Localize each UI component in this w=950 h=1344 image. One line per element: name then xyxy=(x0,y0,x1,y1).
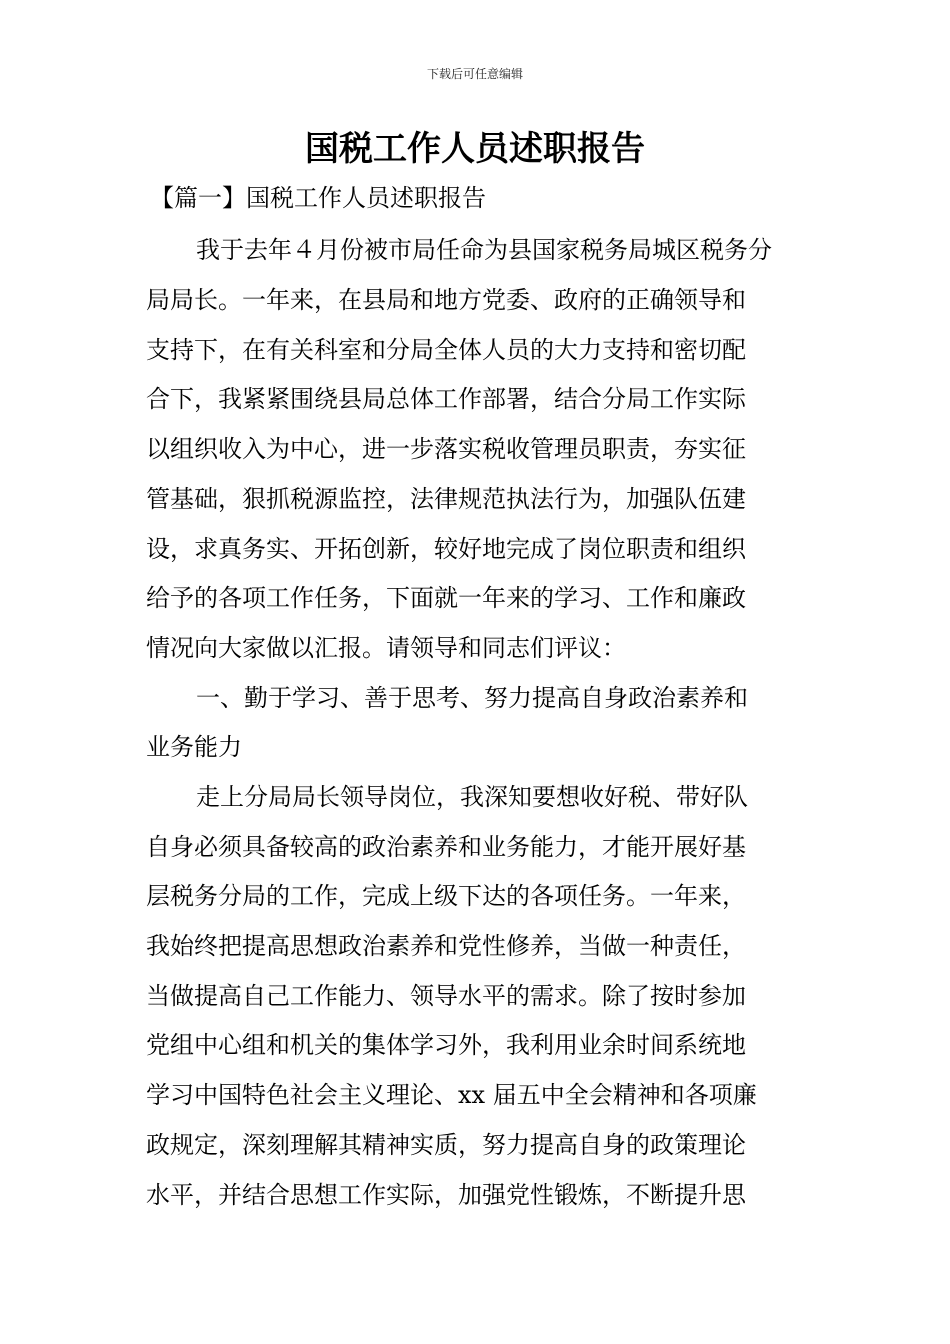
body-line: 我始终把提高思想政治素养和党性修养，当做一种责任， xyxy=(146,932,746,960)
body-line: 局局长。一年来，在县局和地方党委、政府的正确领导和 xyxy=(146,286,746,314)
body-line: 管基础，狠抓税源监控，法律规范执法行为，加强队伍建 xyxy=(146,485,746,513)
header-note: 下载后可任意编辑 xyxy=(426,67,523,81)
body-line: 走上分局局长领导岗位，我深知要想收好税、带好队 xyxy=(196,783,748,811)
body-line: 给予的各项工作任务，下面就一年来的学习、工作和廉政 xyxy=(146,584,746,612)
body-line: 党组中心组和机关的集体学习外，我利用业余时间系统地 xyxy=(146,1031,746,1059)
document-title: 国税工作人员述职报告 xyxy=(305,129,645,169)
body-line: 情况向大家做以汇报。请领导和同志们评议： xyxy=(146,634,626,662)
body-line: 当做提高自己工作能力、领导水平的需求。除了按时参加 xyxy=(146,982,746,1010)
body-line: 层税务分局的工作，完成上级下达的各项任务。一年来， xyxy=(146,882,746,910)
body-line: 设，求真务实、开拓创新，较好地完成了岗位职责和组织 xyxy=(146,535,746,563)
section-heading-line: 一、勤于学习、善于思考、努力提高自身政治素养和 xyxy=(196,684,748,712)
body-line: 水平，并结合思想工作实际，加强党性锻炼，不断提升思 xyxy=(146,1181,746,1209)
body-line: 政规定，深刻理解其精神实质，努力提高自身的政策理论 xyxy=(146,1131,746,1159)
body-line: 支持下，在有关科室和分局全体人员的大力支持和密切配 xyxy=(146,336,746,364)
section-heading: 【篇一】国税工作人员述职报告 xyxy=(150,184,486,212)
body-line: 学习中国特色社会主义理论、xx 届五中全会精神和各项廉 xyxy=(146,1081,757,1109)
body-line: 我于去年４月份被市局任命为县国家税务局城区税务分 xyxy=(196,236,772,264)
body-line: 合下，我紧紧围绕县局总体工作部署，结合分局工作实际 xyxy=(146,385,746,413)
body-line: 以组织收入为中心，进一步落实税收管理员职责，夯实征 xyxy=(146,435,746,463)
section-heading-line: 业务能力 xyxy=(146,733,242,761)
body-line: 自身必须具备较高的政治素养和业务能力，才能开展好基 xyxy=(146,833,746,861)
